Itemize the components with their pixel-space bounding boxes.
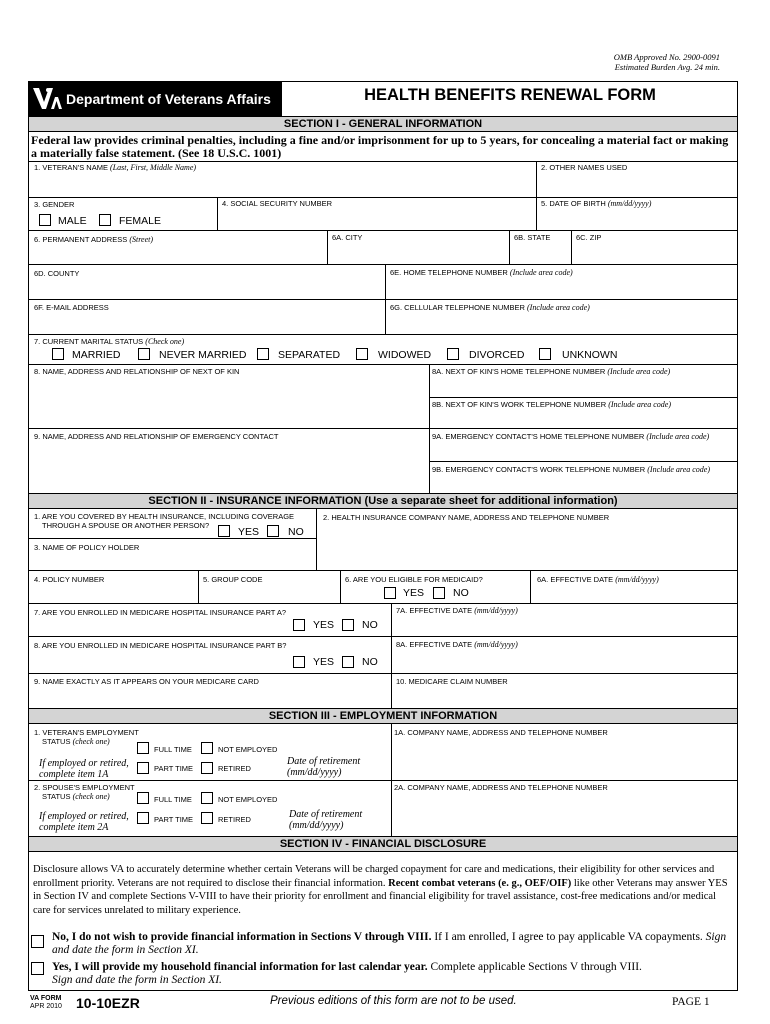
va-form-label: VA FORM APR 2010 [30, 995, 62, 1010]
form-number: 10-10EZR [76, 995, 140, 1011]
city-label: 6A. CITY [332, 233, 363, 242]
dob-label: 5. DATE OF BIRTH (mm/dd/yyyy) [541, 199, 652, 208]
medicare-b-yes-label: YES [313, 656, 335, 668]
male-label: MALE [58, 215, 87, 227]
criminal-penalty-warning: Federal law provides criminal penalties, including a fine and/or imprisonment for up to 5 years, for concealing a material fact or making a materially false statement. (See 18 U.S.C. 1001) [31, 133, 729, 160]
vet-not-employed-label: NOT EMPLOYED [218, 745, 278, 754]
unknown-checkbox[interactable] [539, 348, 551, 360]
permanent-address-label: 6. PERMANENT ADDRESS (Street) [34, 235, 154, 244]
va-logo-icon [32, 85, 62, 113]
married-checkbox[interactable] [52, 348, 64, 360]
medicare-b-no-label: NO [362, 656, 378, 668]
vet-retired-checkbox[interactable] [201, 762, 213, 774]
vet-retirement-date: Date of retirement (mm/dd/yyyy) [287, 756, 361, 778]
vet-full-time-checkbox[interactable] [137, 742, 149, 754]
cell-phone-label: 6G. CELLULAR TELEPHONE NUMBER (Include area code) [390, 303, 590, 312]
yes-disclosure-checkbox[interactable] [31, 962, 44, 975]
vet-part-time-label: PART TIME [154, 764, 194, 773]
no-disclosure-text: No, I do not wish to provide financial information in Sections V through VIII. If I am enrolled, I agree to pay applicable VA copayments. Sign and date the form in Section XI. [52, 931, 727, 956]
veteran-name-label: 1. VETERAN'S NAME (Last, First, Middle Name) [34, 163, 197, 172]
insured-yes-label: YES [238, 526, 260, 538]
nok-home-phone-label: 8A. NEXT OF KIN'S HOME TELEPHONE NUMBER (Include area code) [432, 367, 671, 376]
yes-disclosure-text: Yes, I will provide my household financial information for last calendar year. Complete applicable Sections V through VIII. Sign and date the form in Section XI. [52, 961, 642, 986]
nok-work-phone-label: 8B. NEXT OF KIN'S WORK TELEPHONE NUMBER (Include area code) [432, 400, 671, 409]
insured-no-checkbox[interactable] [267, 525, 279, 537]
home-phone-label: 6E. HOME TELEPHONE NUMBER (Include area code) [390, 268, 573, 277]
ec-work-phone-label: 9B. EMERGENCY CONTACT'S WORK TELEPHONE NUMBER (Include area code) [432, 465, 711, 474]
sp-retired-checkbox[interactable] [201, 812, 213, 824]
medicare-a-yes-label: YES [313, 619, 335, 631]
widowed-label: WIDOWED [378, 349, 432, 361]
female-checkbox[interactable] [99, 214, 111, 226]
section2-header: SECTION II - INSURANCE INFORMATION (Use a separate sheet for additional information) [28, 493, 738, 509]
never-married-checkbox[interactable] [138, 348, 150, 360]
policy-number-label: 4. POLICY NUMBER [34, 575, 105, 584]
ec-home-phone-label: 9A. EMERGENCY CONTACT'S HOME TELEPHONE NUMBER (Include area code) [432, 432, 710, 441]
medicare-a-no-checkbox[interactable] [342, 619, 354, 631]
section1-header: SECTION I - GENERAL INFORMATION [28, 116, 738, 132]
vet-if-employed-note: If employed or retired, complete item 1A [39, 758, 129, 780]
separated-label: SEPARATED [278, 349, 341, 361]
financial-disclosure-paragraph: Disclosure allows VA to accurately determine whether certain Veterans will be charged copayment for care and medications, their eligibility for other services and enrollment priority. Veterans are not required to disclose their financial information. Recent combat veterans (e. g., OEF/OIF) like other Veterans may answer YES in Section IV and complete Sections V-VIII to have their priority for enrollment and financial eligibility for travel assistance, cost-free medications and/or medical care for services unrelated to military experience. [33, 864, 728, 916]
emergency-contact-label: 9. NAME, ADDRESS AND RELATIONSHIP OF EMERGENCY CONTACT [34, 432, 279, 441]
medicaid-yes-checkbox[interactable] [384, 587, 396, 599]
male-checkbox[interactable] [39, 214, 51, 226]
sp-not-employed-checkbox[interactable] [201, 792, 213, 804]
medicare-a-yes-checkbox[interactable] [293, 619, 305, 631]
separated-checkbox[interactable] [257, 348, 269, 360]
email-label: 6F. E-MAIL ADDRESS [34, 303, 109, 312]
medicaid-yes-label: YES [403, 587, 425, 599]
no-disclosure-checkbox[interactable] [31, 935, 44, 948]
sp-retirement-date: Date of retirement (mm/dd/yyyy) [289, 809, 363, 831]
next-of-kin-label: 8. NAME, ADDRESS AND RELATIONSHIP OF NEXT OF KIN [34, 367, 240, 376]
medicare-card-name-label: 9. NAME EXACTLY AS IT APPEARS ON YOUR MEDICARE CARD [34, 677, 259, 686]
insured-no-label: NO [288, 526, 304, 538]
omb-approval [560, 52, 720, 72]
married-label: MARRIED [72, 349, 121, 361]
sp-not-employed-label: NOT EMPLOYED [218, 795, 278, 804]
widowed-checkbox[interactable] [356, 348, 368, 360]
medicare-b-date-label: 8A. EFFECTIVE DATE (mm/dd/yyyy) [396, 640, 518, 649]
medicaid-date-label: 6A. EFFECTIVE DATE (mm/dd/yyyy) [537, 575, 659, 584]
female-label: FEMALE [119, 215, 162, 227]
county-label: 6D. COUNTY [34, 269, 80, 278]
state-label: 6B. STATE [514, 233, 551, 242]
policy-holder-label: 3. NAME OF POLICY HOLDER [34, 543, 140, 552]
unknown-label: UNKNOWN [562, 349, 618, 361]
section3-header: SECTION III - EMPLOYMENT INFORMATION [28, 708, 738, 724]
zip-label: 6C. ZIP [576, 233, 602, 242]
medicare-a-no-label: NO [362, 619, 378, 631]
spouse-employment-label: 2. SPOUSE'S EMPLOYMENT STATUS (check one) [34, 783, 135, 801]
sp-retired-label: RETIRED [218, 815, 251, 824]
vet-full-time-label: FULL TIME [154, 745, 192, 754]
medicare-a-date-label: 7A. EFFECTIVE DATE (mm/dd/yyyy) [396, 606, 518, 615]
previous-editions-note: Previous editions of this form are not to be used. [270, 995, 517, 1007]
divorced-checkbox[interactable] [447, 348, 459, 360]
section4-header: SECTION IV - FINANCIAL DISCLOSURE [28, 836, 738, 852]
insurance-company-label: 2. HEALTH INSURANCE COMPANY NAME, ADDRESS AND TELEPHONE NUMBER [323, 513, 610, 522]
vet-company-label: 1A. COMPANY NAME, ADDRESS AND TELEPHONE NUMBER [394, 728, 608, 737]
medicaid-label: 6. ARE YOU ELIGIBLE FOR MEDICAID? [345, 575, 483, 584]
insured-yes-checkbox[interactable] [218, 525, 230, 537]
page-number: PAGE 1 [672, 996, 710, 1008]
form-title: HEALTH BENEFITS RENEWAL FORM [364, 86, 656, 104]
medicare-b-no-checkbox[interactable] [342, 656, 354, 668]
health-insurance-q-label: 1. ARE YOU COVERED BY HEALTH INSURANCE, INCLUDING COVERAGE THROUGH A SPOUSE OR ANOTHER PERSON? [34, 512, 295, 530]
vet-not-employed-checkbox[interactable] [201, 742, 213, 754]
divorced-label: DIVORCED [469, 349, 525, 361]
agency-name: Department of Veterans Affairs [66, 91, 271, 107]
medicare-b-yes-checkbox[interactable] [293, 656, 305, 668]
medicare-a-label: 7. ARE YOU ENROLLED IN MEDICARE HOSPITAL INSURANCE PART A? [34, 608, 287, 617]
medicare-claim-number-label: 10. MEDICARE CLAIM NUMBER [396, 677, 508, 686]
vet-retired-label: RETIRED [218, 764, 251, 773]
sp-full-time-checkbox[interactable] [137, 792, 149, 804]
medicaid-no-label: NO [453, 587, 469, 599]
sp-part-time-label: PART TIME [154, 815, 194, 824]
medicare-b-label: 8. ARE YOU ENROLLED IN MEDICARE HOSPITAL INSURANCE PART B? [34, 641, 287, 650]
vet-part-time-checkbox[interactable] [137, 762, 149, 774]
marital-status-label: 7. CURRENT MARITAL STATUS (Check one) [34, 337, 185, 346]
medicaid-no-checkbox[interactable] [433, 587, 445, 599]
never-married-label: NEVER MARRIED [159, 349, 247, 361]
va-header-bar [28, 82, 282, 116]
gender-label: 3. GENDER [34, 200, 75, 209]
burden-estimate: Estimated Burden Avg. 24 min. [614, 62, 720, 72]
other-names-label: 2. OTHER NAMES USED [541, 163, 628, 172]
group-code-label: 5. GROUP CODE [203, 575, 263, 584]
veteran-employment-label: 1. VETERAN'S EMPLOYMENT STATUS (check one) [34, 728, 139, 746]
omb-number: OMB Approved No. 2900-0091 [613, 52, 720, 62]
spouse-company-label: 2A. COMPANY NAME, ADDRESS AND TELEPHONE NUMBER [394, 783, 608, 792]
sp-part-time-checkbox[interactable] [137, 812, 149, 824]
sp-if-employed-note: If employed or retired, complete item 2A [39, 811, 129, 833]
sp-full-time-label: FULL TIME [154, 795, 192, 804]
ssn-label: 4. SOCIAL SECURITY NUMBER [222, 199, 333, 208]
